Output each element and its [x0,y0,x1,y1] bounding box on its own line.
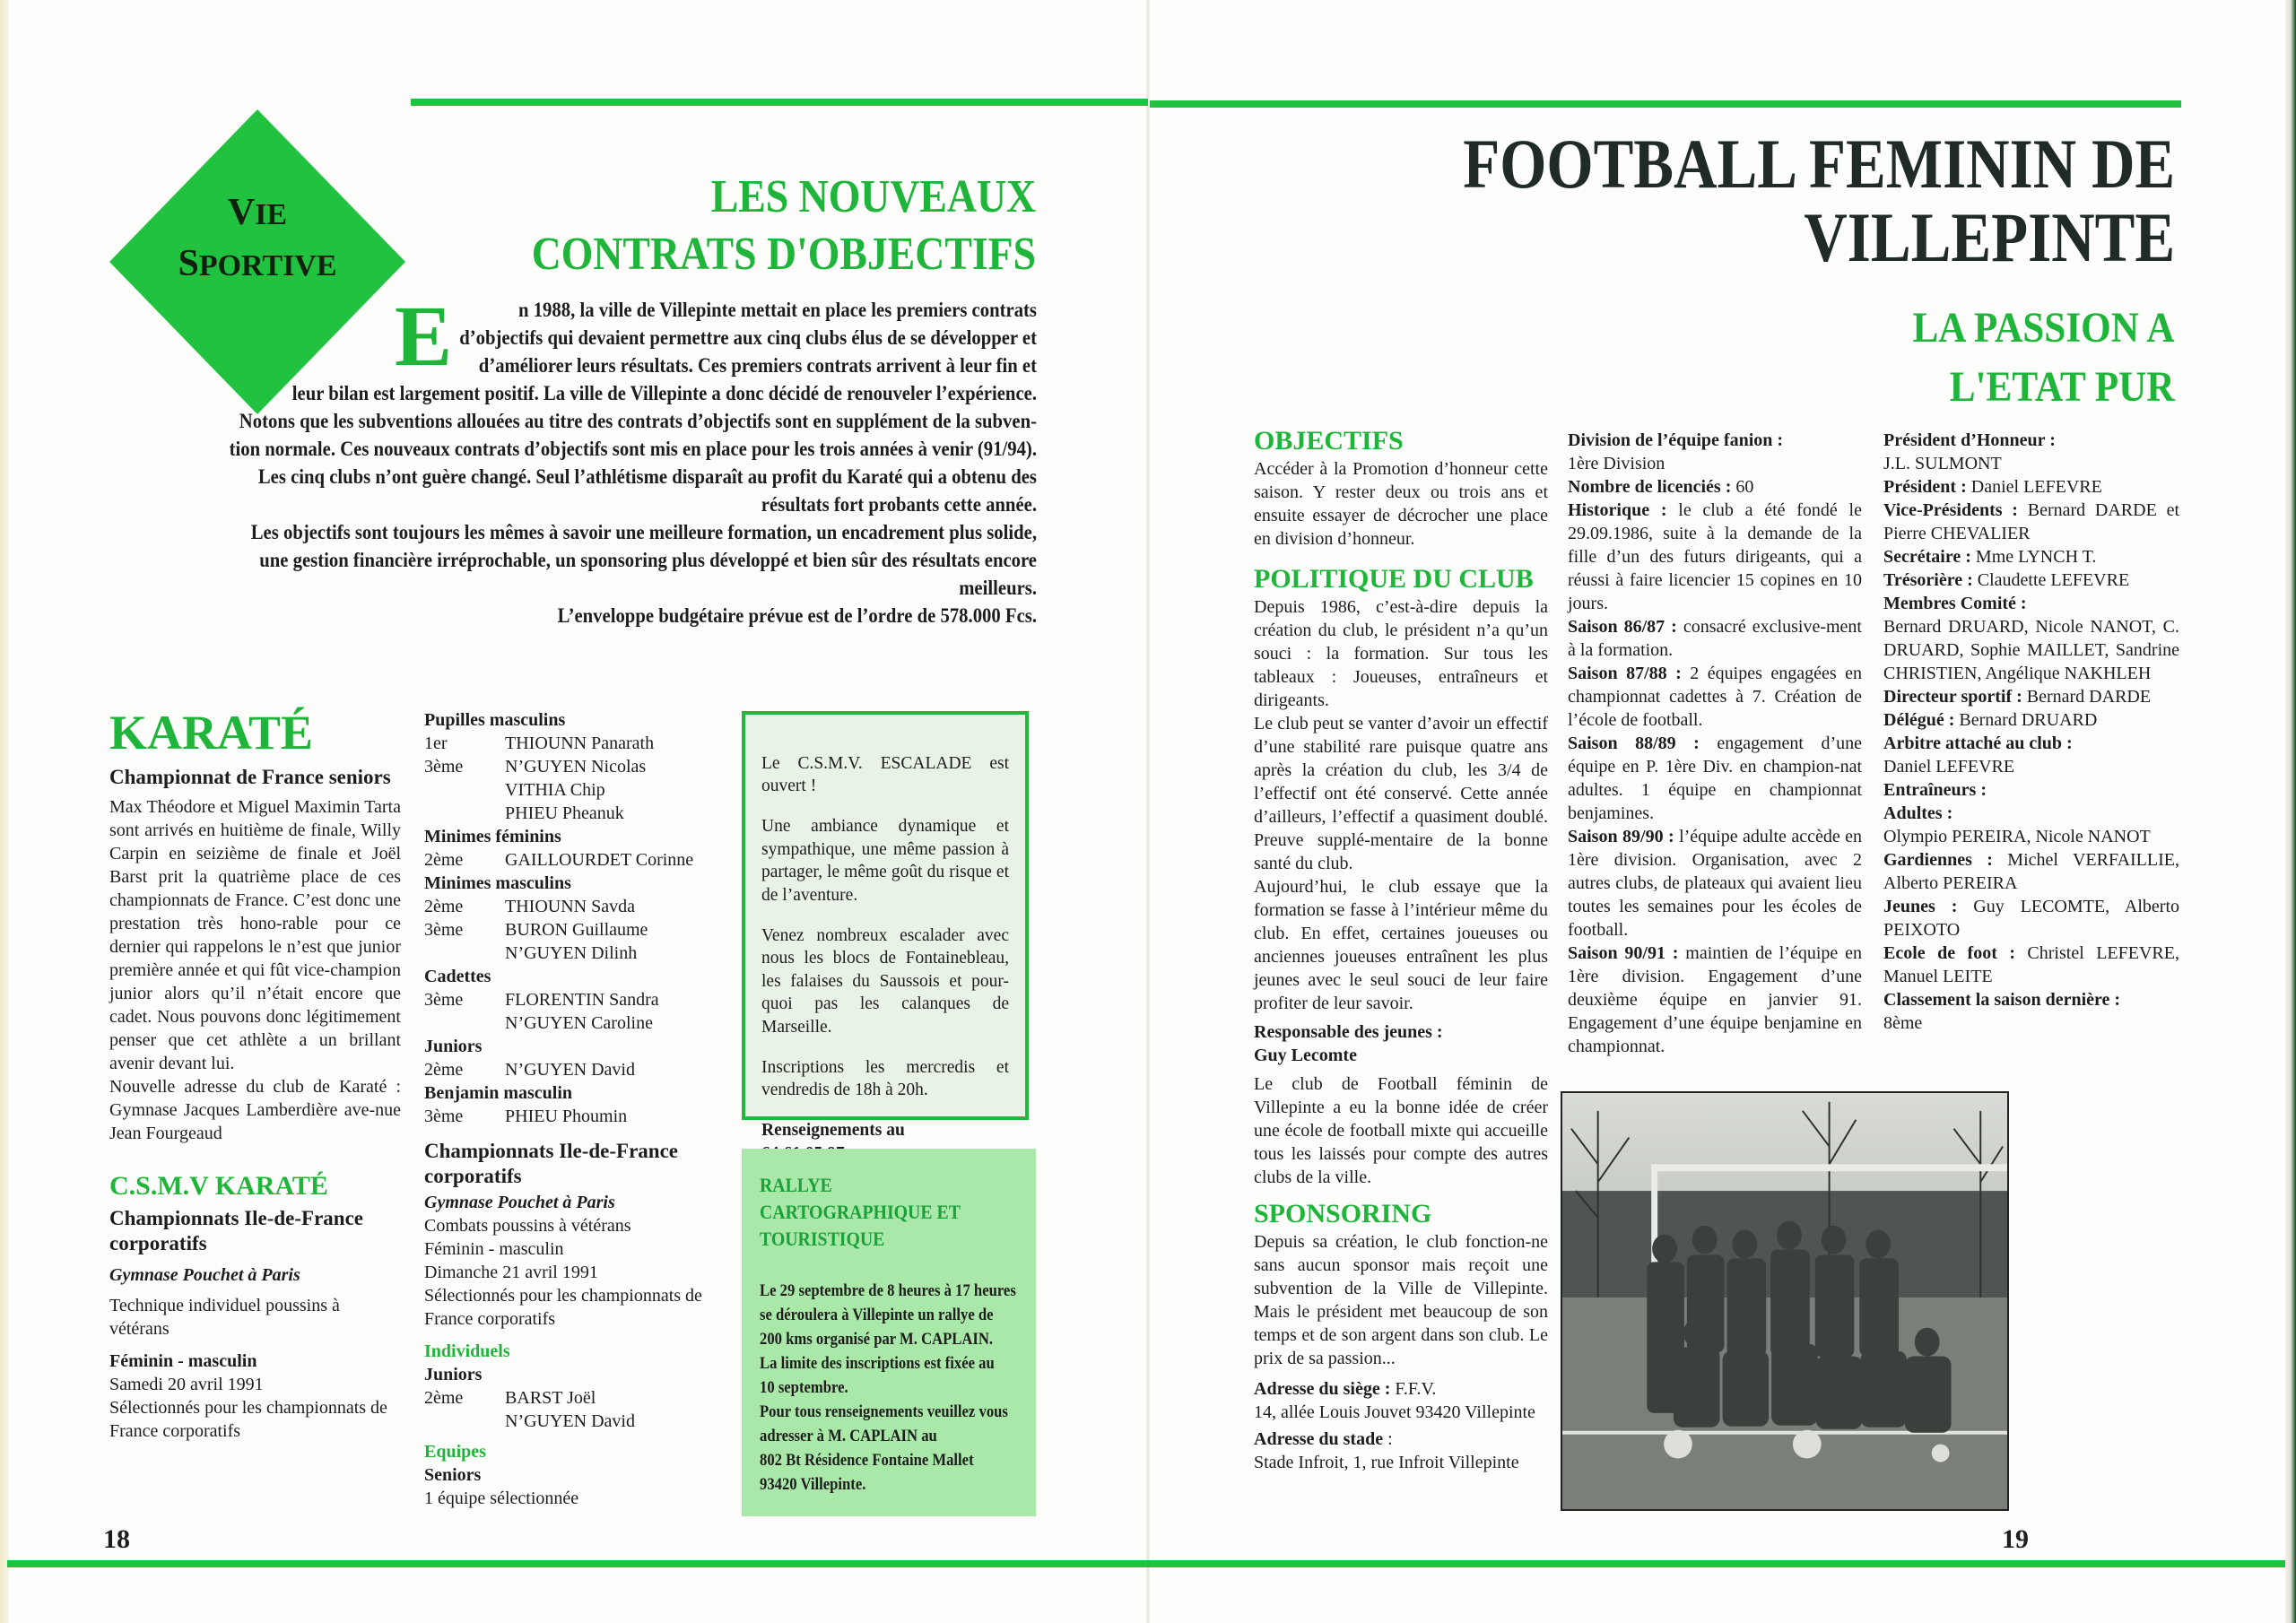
bottom-rule [7,1560,2285,1567]
club-info-entry [1568,429,1862,452]
results-column [424,708,720,1510]
staff-label: Vice-Présidents : [1883,500,2018,520]
result-name: PHIEU Pheanuk [505,803,624,823]
result-category: Benjamin masculin [424,1083,573,1103]
csmv-karate-selection: Sélectionnés pour les championnats de France corporatifs [109,1398,387,1441]
staff-label: Gardiennes : [1883,850,1993,870]
csmv-karate-date: Samedi 20 avril 1991 [109,1375,264,1394]
intro-line: Les objectifs sont toujours les mêmes à savoir une meilleure formation, un encadrement plus solide, [250,521,1037,543]
staff-value: Olympio PEREIRA, Nicole NANOT [1883,827,2151,846]
escalade-line: Le C.S.M.V. ESCALADE est ouvert ! [761,753,1009,795]
equipes-label: Equipes [424,1442,486,1462]
staff-entry [1883,825,2179,848]
club-info-column [1568,429,1862,1058]
staff-entry [1883,732,2179,755]
page-edge-left [0,0,9,1623]
result-name: N’GUYEN Caroline [505,1013,653,1033]
siege-label: Adresse du siège : [1254,1379,1391,1399]
result-category: Pupilles masculins [424,710,566,730]
equipes-category: Seniors [424,1465,482,1485]
top-rule-left [411,99,1148,106]
individuels-category: Juniors [424,1365,483,1384]
staff-value: Daniel LEFEVRE [1883,757,2015,777]
club-info-label: Saison 89/90 : [1568,827,1674,846]
result-name: BURON Guillaume [505,920,648,940]
result-rank: 2ème [424,850,464,870]
siege-address: 14, allée Louis Jouvet 93420 Villepinte [1254,1402,1535,1422]
rallye-title-line: TOURISTIQUE [760,1228,885,1250]
result-rank: 2ème [424,897,464,916]
club-info-entry [1568,615,1862,662]
staff-entry [1883,545,2179,568]
result-row [424,848,720,872]
staff-label: Président : [1883,477,1967,497]
corporatifs-line: Dimanche 21 avril 1991 [424,1263,598,1282]
intro-line: tion normale. Ces nouveaux contrats d’objectifs sont mis en place pour les trois années à venir (91/94). [229,438,1038,460]
intro-line: d’objectifs qui devaient permettre aux cinq clubs élus de se développer et [459,326,1037,349]
karate-column [109,706,401,1443]
right-title-line-2: VILLEPINTE [1804,198,2175,276]
intro-dropcap: E [395,288,453,384]
corporatifs-heading: Championnats Ile-de-France corporatifs [424,1140,679,1187]
staff-entry [1883,568,2179,592]
karate-address: Nouvelle adresse du club de Karaté : Gymnase Jacques Lamberdière ave-nue Jean Fourgeaud [109,1077,401,1143]
rallye-body [760,1280,1018,1497]
result-row [424,755,720,778]
result-row [424,778,720,802]
page-edge-right [2285,0,2296,1623]
club-info-label: Nombre de licenciés : [1568,477,1732,497]
staff-entry [1883,499,2179,545]
responsable-name: Guy Lecomte [1254,1046,1357,1065]
staff-value: Bernard DRUARD [1954,710,2098,730]
corporatifs-line: Combats poussins à vétérans [424,1216,631,1236]
club-info-entry [1568,499,1862,615]
club-info-value: maintien de l’équipe en 1ère division. Engagement d’une deuxième équipe en janvier 91. Engagement d’une équipe benjamine en championnat. [1568,943,1862,1056]
page-number-right: 19 [2002,1524,2029,1554]
rallye-body-line: 802 Bt Résidence Fontaine Mallet [760,1452,974,1470]
rallye-box [742,1149,1036,1516]
result-row [424,942,720,965]
staff-value: Guy LECOMTE, Alberto PEIXOTO [1883,897,2179,940]
intro-line: meilleurs. [959,577,1037,599]
individuel-rank: 2ème [424,1388,464,1408]
club-info-entry [1568,475,1862,499]
result-name: THIOUNN Savda [505,897,635,916]
badge-line2-cap: S [178,243,199,284]
result-name: VITHIA Chip [505,780,605,800]
result-rank [424,942,505,965]
result-category: Minimes féminins [424,827,561,846]
staff-label: Délégué : [1883,710,1955,730]
article-title-right [1463,127,2175,274]
escalade-text [761,752,1009,1102]
corporatifs-lines [424,1214,720,1331]
result-name: N’GUYEN Nicolas [505,757,647,777]
staff-column [1883,429,2179,1035]
staff-label: Membres Comité : [1883,594,2027,613]
intro-line: leur bilan est largement positif. La ville de Villepinte a donc décidé de renouveler l’expérience. [291,382,1037,404]
result-row [424,918,720,942]
club-info-label: Historique : [1568,500,1667,520]
result-rank: 1er [424,733,448,753]
result-name: N’GUYEN David [505,1060,635,1080]
club-info-value: l’équipe adulte accède en 1ère division. Organisation, avec 2 autres clubs, de plateaux qui avaient lieu toutes les semaines pour les écoles de football. [1568,827,1862,940]
result-name: FLORENTIN Sandra [505,990,659,1010]
result-name: N’GUYEN Dilinh [505,943,638,963]
staff-value: Mme LYNCH T. [1970,547,2097,567]
politique-heading: POLITIQUE DU CLUB [1254,564,1534,594]
club-info-entry [1568,452,1862,475]
individuel-rank [424,1410,505,1433]
intro-line: n 1988, la ville de Villepinte mettait en place les premiers contrats [518,299,1037,321]
objectives-column [1254,425,1548,1474]
politique-p4: Le club de Football féminin de Villepinte a eu la bonne idée de créer une école de football mixte qui accueille tous les laissés pour compte des autres clubs de la ville. [1254,1074,1548,1187]
corporatifs-line: Sélectionnés pour les championnats de France corporatifs [424,1286,702,1329]
staff-entry [1883,685,2179,708]
section-badge-label [109,188,405,291]
staff-label: Jeunes : [1883,897,1958,916]
staff-label: Arbitre attaché au club : [1883,733,2073,753]
club-info-label: Saison 87/88 : [1568,664,1682,683]
csmv-karate-subheading: Championnats Ile-de-France corporatifs [109,1207,364,1254]
subtitle-line-1: LA PASSION A [1912,304,2175,352]
karate-body: Max Théodore et Miguel Maximin Tarta sont arrivés en huitième de finale, Willy Carpin en seizième de finale et Joël Barst prit la quatrième place de ces championnats de France. C’est donc une prestation très hono-rable pour ce dernier qui rappelons le n’est que junior première année et qui fût vice-champion junior alors qu’il n’était encore que cadet. Nous pouvons donc légitimement penser que cet athlète a un brillant avenir devant lui. [109,797,401,1073]
staff-entry [1883,942,2179,988]
staff-value: J.L. SULMONT [1883,454,2002,473]
result-rank: 3ème [424,757,464,777]
staff-value: Bernard DARDE et Pierre CHEVALIER [1883,500,2180,543]
staff-entry [1883,429,2179,452]
result-row [424,988,720,1011]
title-line-1: LES NOUVEAUX [710,171,1036,222]
individuel-row [424,1386,720,1410]
corporatifs-line: Féminin - masculin [424,1239,564,1259]
staff-label: Président d’Honneur : [1883,430,2056,450]
rallye-body-line: 10 septembre. [760,1379,848,1397]
stade-address: Stade Infroit, 1, rue Infroit Villepinte [1254,1453,1519,1472]
staff-value: Bernard DRUARD, Nicole NANOT, C. DRUARD, Sophie MAILLET, Sandrine CHRISTIEN, Angélique NAKHLEH [1883,617,2179,683]
karate-subheading: Championnat de France seniors [109,766,391,788]
staff-entry [1883,452,2179,475]
rallye-body-line: 200 kms organisé par M. CAPLAIN. [760,1331,994,1349]
intro-line: Les cinq clubs n’ont guère changé. Seul l’athlétisme disparaît au profit du Karaté qui a obtenu des [257,465,1038,488]
escalade-line: Une ambiance dynamique et sympathique, une même passion à partager, le même goût du risque et de l’aventure. [761,817,1009,905]
subtitle-line-2: L'ETAT PUR [1950,363,2175,411]
staff-label: Secrétaire : [1883,547,1971,567]
staff-value: 8ème [1883,1013,1923,1033]
escalade-contact-label: Renseignements au [761,1121,905,1140]
result-rank [424,1011,505,1035]
siege-value: F.F.V. [1395,1379,1437,1399]
club-info-entry [1568,732,1862,825]
result-row [424,802,720,825]
badge-line2-rest: PORTIVE [198,249,337,282]
rallye-title [760,1172,992,1253]
staff-value: Michel VERFAILLIE, Alberto PEREIRA [1883,850,2179,893]
club-info-value: consacré exclusive-ment à la formation. [1568,617,1862,660]
club-info-value: 2 équipes engagées en championnat cadettes à 7. Création de l’école de football. [1568,664,1862,730]
rallye-body-line: adresser à M. CAPLAIN au [760,1428,937,1445]
article-title-left [532,169,1036,283]
result-rank: 3ème [424,990,464,1010]
result-row [424,1105,720,1128]
politique-p3: Aujourd’hui, le club essaye que la formation se fasse à l’intérieur même du club. En effet, certaines joueuses ou anciennes joueuses entraînent les plus jeunes avec le seul souci de leur faire profiter de leur savoir. [1254,877,1548,1013]
intro-paragraph [108,288,1038,629]
result-row [424,895,720,918]
result-rank: 2ème [424,1060,464,1080]
stade-label: Adresse du stade [1254,1429,1384,1449]
staff-entry [1883,1011,2179,1035]
right-title-line-1: FOOTBALL FEMININ DE [1463,125,2175,203]
corporatifs-venue: Gymnase Pouchet à Paris [424,1193,615,1212]
rallye-body-line: 93420 Villepinte. [760,1476,866,1494]
badge-line1-rest: IE [255,198,288,231]
club-info-entry [1568,942,1862,1058]
objectifs-body: Accéder à la Promotion d’honneur cette saison. Y rester deux ou trois ans et ensuite essayer de décrocher une place en division d’honneur. [1254,459,1548,549]
rallye-body-line: se déroulera à Villepinte un rallye de [760,1306,994,1324]
club-info-value: le club a été fondé le 29.09.1986, suite à la demande de la fille d’un des futurs dirigeants, qui a réussi à faire licencier 15 copines en 10 jours. [1568,500,1862,613]
objectifs-heading: OBJECTIFS [1254,426,1404,456]
team-photo-image [1562,1093,2007,1509]
result-rank: 3ème [424,920,464,940]
club-info-value: engagement d’une équipe en P. 1ère Div. en champion-nat adultes. 1 équipe en championnat benjamines. [1568,733,1862,823]
rallye-title-line: RALLYE [760,1174,832,1196]
result-row [424,1011,720,1035]
rallye-body-line: Le 29 septembre de 8 heures à 17 heures [760,1282,1016,1300]
result-rank [424,802,505,825]
club-info-label: Saison 88/89 : [1568,733,1700,753]
escalade-line: Venez nombreux escalader avec nous les blocs de Fontainebleau, les falaises du Saussois et pour-quoi pas les calanques de Marseille. [761,925,1009,1037]
rallye-title-line: CARTOGRAPHIQUE ET [760,1201,961,1223]
rallye-body-line: La limite des inscriptions est fixée au [760,1355,995,1373]
staff-entry [1883,988,2179,1011]
staff-label: Directeur sportif : [1883,687,2022,707]
result-rank: 3ème [424,1107,464,1126]
staff-entry [1883,755,2179,778]
club-info-label: Saison 86/87 : [1568,617,1677,637]
staff-entry [1883,895,2179,942]
article-subtitle-right [1913,299,2175,417]
escalade-line: Inscriptions les mercredis et vendredis de 18h à 20h. [761,1057,1009,1099]
politique-p1: Depuis 1986, c’est-à-dire depuis la création du club, le président n’a qu’un souci : la formation. Sur tous les tableaux : Joueuses, entraîneurs et dirigeants. [1254,597,1548,710]
club-info-value: 1ère Division [1568,454,1665,473]
results-list [424,708,720,1128]
individuel-row [424,1410,720,1433]
staff-label: Classement la saison dernière : [1883,990,2121,1010]
result-row [424,732,720,755]
result-rank [424,778,505,802]
result-category: Cadettes [424,967,491,986]
title-line-2: CONTRATS D'OBJECTIFS [531,229,1036,280]
staff-label: Adultes : [1883,803,1953,823]
staff-value: Christel LEFEVRE, Manuel LEITE [1883,943,2179,986]
staff-entry [1883,615,2179,685]
csmv-karate-venue: Gymnase Pouchet à Paris [109,1265,300,1285]
intro-line: d’améliorer leurs résultats. Ces premiers contrats arrivent à leur fin et [478,354,1037,377]
sponsoring-body: Depuis sa création, le club fonction-ne sans aucun sponsor mais reçoit une subvention de la Ville de Villepinte. Mais le président met beaucoup de son temps et de son argent dans son club. Le prix de sa passion... [1254,1232,1548,1368]
individuel-name: N’GUYEN David [505,1411,635,1431]
club-info-entry [1568,825,1862,942]
result-name: GAILLOURDET Corinne [505,850,694,870]
staff-label: Ecole de foot : [1883,943,2015,963]
stade-colon: : [1383,1429,1393,1449]
team-photo [1561,1091,2009,1511]
individuels-label: Individuels [424,1341,510,1361]
stade-line [1254,1428,1548,1451]
staff-label: Trésorière : [1883,570,1973,590]
intro-line: Notons que les subventions allouées au titre des contrats d’objectifs sont en supplément de la subven- [239,410,1037,432]
individuels-rows [424,1386,720,1433]
equipes-result: 1 équipe sélectionnée [424,1488,579,1508]
csmv-karate-technique: Technique individuel poussins à vétérans [109,1296,340,1339]
club-info-label: Division de l’équipe fanion : [1568,430,1784,450]
csmv-karate-category: Féminin - masculin [109,1351,257,1371]
karate-heading: KARATÉ [109,706,314,759]
staff-entry [1883,592,2179,615]
staff-entry [1883,708,2179,732]
result-name: PHIEU Phoumin [505,1107,628,1126]
responsable-label: Responsable des jeunes : [1254,1022,1443,1042]
result-category: Juniors [424,1037,483,1056]
club-info-entry [1568,662,1862,732]
intro-line: L’enveloppe budgétaire prévue est de l’ordre de 578.000 Fcs. [557,604,1037,627]
result-name: THIOUNN Panarath [505,733,655,753]
staff-value: Bernard DARDE [2022,687,2152,707]
top-rule-right [1150,100,2181,108]
intro-line: une gestion financière irréprochable, un sponsoring plus développé et bien sûr des résultats encore [259,549,1037,571]
individuel-name: BARST Joël [505,1388,596,1408]
intro-line: résultats fort probants cette année. [761,493,1037,516]
sponsoring-heading: SPONSORING [1254,1199,1432,1228]
staff-entry [1883,475,2179,499]
page-number-left: 18 [103,1524,130,1554]
rallye-body-line: Pour tous renseignements veuillez vous [760,1403,1008,1421]
staff-entry [1883,778,2179,802]
spread-gutter [1146,0,1150,1623]
club-info-label: Saison 90/91 : [1568,943,1679,963]
politique-p2: Le club peut se vanter d’avoir un effectif d’une stabilité rare puisque quatre ans après la création du club, les 3/4 de l’effectif ont été conservé. Cette année d’ailleurs, l’effectif a quasiment doublé. Preuve supplé-mentaire de la bonne santé du club. [1254,714,1548,873]
siege-line [1254,1377,1548,1401]
staff-value: Daniel LEFEVRE [1966,477,2102,497]
escalade-box [742,711,1029,1140]
result-category: Minimes masculins [424,873,571,893]
staff-entry [1883,802,2179,825]
staff-value: Claudette LEFEVRE [1972,570,2130,590]
club-info-value: 60 [1731,477,1754,497]
staff-entry [1883,848,2179,895]
csmv-karate-heading: C.S.M.V KARATÉ [109,1171,328,1201]
staff-label: Entraîneurs : [1883,780,1987,800]
result-row [424,1058,720,1081]
badge-line1-cap: V [227,192,256,233]
